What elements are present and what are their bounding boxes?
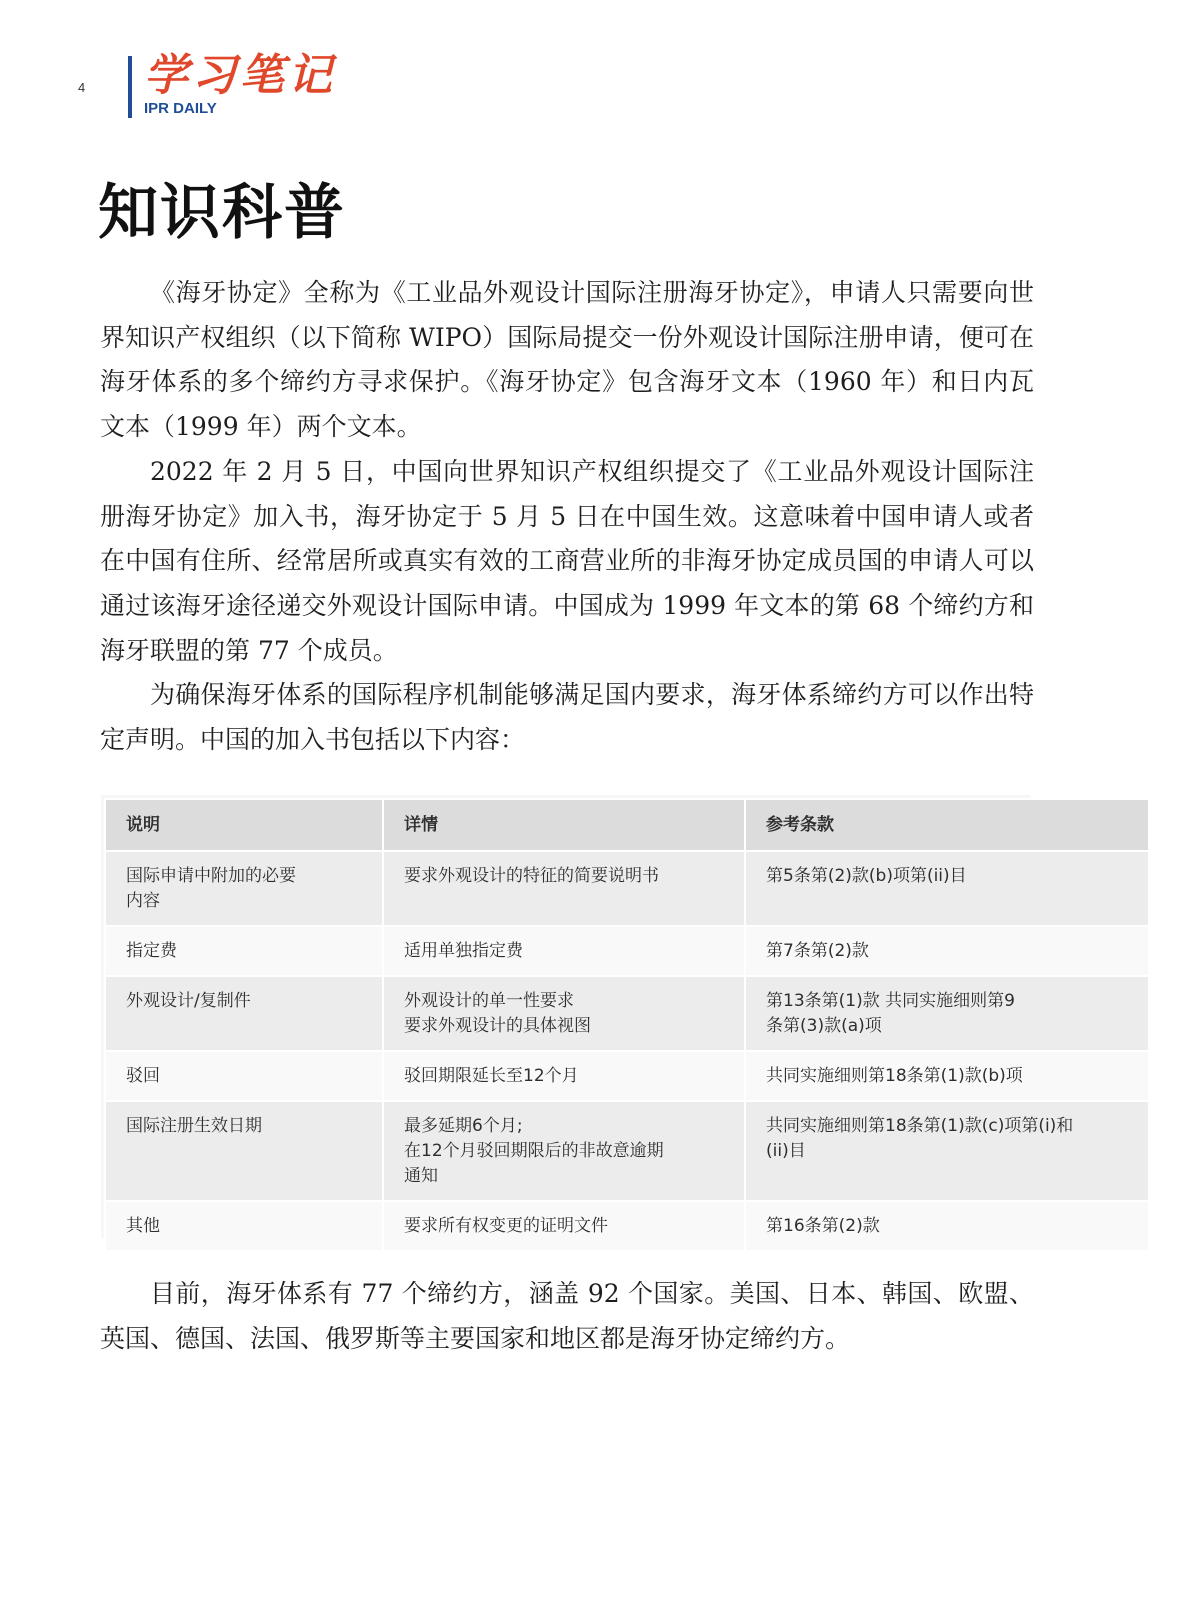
logo-subtitle: IPR DAILY [144,100,217,117]
header-reference: 参考条款 [745,799,1149,851]
table-row [105,976,1149,1051]
table-header-row [105,799,1149,851]
cell-description: 国际注册生效日期 [105,1101,383,1201]
logo-accent-bar [128,56,132,118]
cell-description: 其他 [105,1201,383,1251]
paragraph-contracting-parties: 目前，海牙体系有 77 个缔约方，涵盖 92 个国家。美国、日本、韩国、欧盟、英国、德国、法国、俄罗斯等主要国家和地区都是海牙协定缔约方。 [100,1279,1034,1353]
cell-reference: 共同实施细则第18条第(1)款(c)项第(i)和 (ii)目 [745,1101,1149,1201]
page-number: 4 [78,80,86,95]
paragraph-declarations: 为确保海牙体系的国际程序机制能够满足国内要求，海牙体系缔约方可以作出特定声明。中国的加入书包括以下内容： [100,680,1034,755]
cell-description: 驳回 [105,1051,383,1101]
table-row [105,1201,1149,1251]
header-description: 说明 [105,799,383,851]
cell-reference: 第5条第(2)款(b)项第(ii)目 [745,851,1149,926]
cell-reference: 共同实施细则第18条第(1)款(b)项 [745,1051,1149,1101]
ipr-daily-logo [128,52,388,122]
table-row [105,1101,1149,1201]
logo-title: 学习笔记 [144,50,336,101]
cell-description: 指定费 [105,926,383,976]
cell-reference: 第7条第(2)款 [745,926,1149,976]
table-row [105,926,1149,976]
cell-details: 最多延期6个月; 在12个月驳回期限后的非故意逾期 通知 [383,1101,745,1201]
table-row [105,851,1149,926]
header-details: 详情 [383,799,745,851]
paragraph-china-accession: 2022 年 2 月 5 日，中国向世界知识产权组织提交了《工业品外观设计国际注册海牙协定》加入书，海牙协定于 5 月 5 日在中国生效。这意味着中国申请人或者在中国有住所、经常居所或真实有效的工商营业所的非海牙协定成员国的申请人可以通过该海牙途径递交外观设计国际申请。中国成为 1999 年文本的第 68 个缔约方和海牙联盟的第 77 个成员。 [100,456,1034,665]
cell-reference: 第16条第(2)款 [745,1201,1149,1251]
cell-details: 驳回期限延长至12个月 [383,1051,745,1101]
cell-details: 要求外观设计的特征的简要说明书 [383,851,745,926]
paragraph-hague-agreement: 《海牙协定》全称为《工业品外观设计国际注册海牙协定》，申请人只需要向世界知识产权组织（以下简称 WIPO）国际局提交一份外观设计国际注册申请，便可在海牙体系的多个缔约方寻求保护。《海牙协定》包含海牙文本（1960 年）和日内瓦文本（1999 年）两个文本。 [100,278,1034,442]
cell-reference: 第13条第(1)款 共同实施细则第9 条第(3)款(a)项 [745,976,1149,1051]
closing-text [100,1272,1034,1361]
cell-description: 外观设计/复制件 [105,976,383,1051]
declarations-table-container [101,795,1074,1238]
table-row [105,1051,1149,1101]
declarations-table [104,798,1150,1252]
cell-description: 国际申请中附加的必要 内容 [105,851,383,926]
section-title: 知识科普 [98,178,346,248]
cell-details: 要求所有权变更的证明文件 [383,1201,745,1251]
cell-details: 外观设计的单一性要求 要求外观设计的具体视图 [383,976,745,1051]
intro-text [100,271,1034,763]
cell-details: 适用单独指定费 [383,926,745,976]
